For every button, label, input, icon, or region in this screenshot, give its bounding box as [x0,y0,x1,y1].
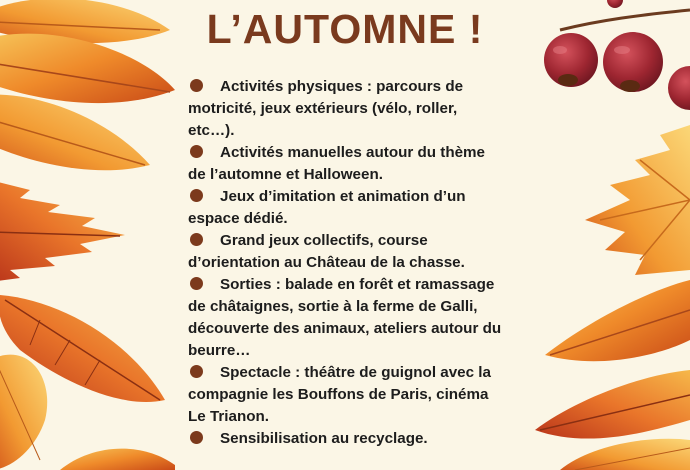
leaf-bottom-left-2 [60,449,175,470]
page-title: L’AUTOMNE ! [206,6,484,52]
list-item [188,186,538,230]
bullet-icon [190,79,203,92]
list-item-text: motricité, jeux extérieurs (vélo, roller, [188,100,458,117]
leaf-left-serrated [0,180,125,282]
bullet-icon [190,365,203,378]
list-item [188,428,538,450]
list-item-text: espace dédié. [188,210,288,227]
leaf-bottom-right [560,439,690,470]
list-item-text: etc…). [188,122,235,139]
leaf-left-2 [0,94,150,170]
list-item [188,274,538,362]
list-item-text: de châtaignes, sortie à la ferme de Galli, [188,298,478,315]
list-item-text: de l’automne et Halloween. [188,166,383,183]
list-item [188,76,538,142]
list-item-text: Sensibilisation au recyclage. [220,430,428,447]
leaf-right-maple [585,125,690,275]
list-item-text: Activités physiques : parcours de [220,78,464,95]
list-item [188,362,538,428]
list-item-text: découverte des animaux, ateliers autour du [188,320,502,337]
list-item [188,142,538,186]
list-item-text: compagnie les Bouffons de Paris, cinéma [188,386,489,403]
list-item-text: Jeux d’imitation et animation d’un [220,188,466,205]
bullet-icon [190,431,203,444]
bullet-icon [190,189,203,202]
list-item-text: Le Trianon. [188,408,270,425]
leaf-right-1 [545,280,690,361]
list-item-text: Sorties : balade en forêt et ramassage [220,276,495,293]
bullet-icon [190,233,203,246]
leaf-right-2 [535,370,690,439]
bullet-icon [190,277,203,290]
activity-list [188,76,538,450]
list-item-text: Activités manuelles autour du thème [220,144,486,161]
list-item-text: d’orientation au Château de la chasse. [188,254,465,271]
bullet-icon [190,145,203,158]
list-item-text: beurre… [188,342,251,359]
list-item [188,230,538,274]
list-item-text: Spectacle : théâtre de guignol avec la [220,364,491,381]
list-item-text: Grand jeux collectifs, course [220,232,428,249]
leaf-bottom-left [0,355,47,470]
